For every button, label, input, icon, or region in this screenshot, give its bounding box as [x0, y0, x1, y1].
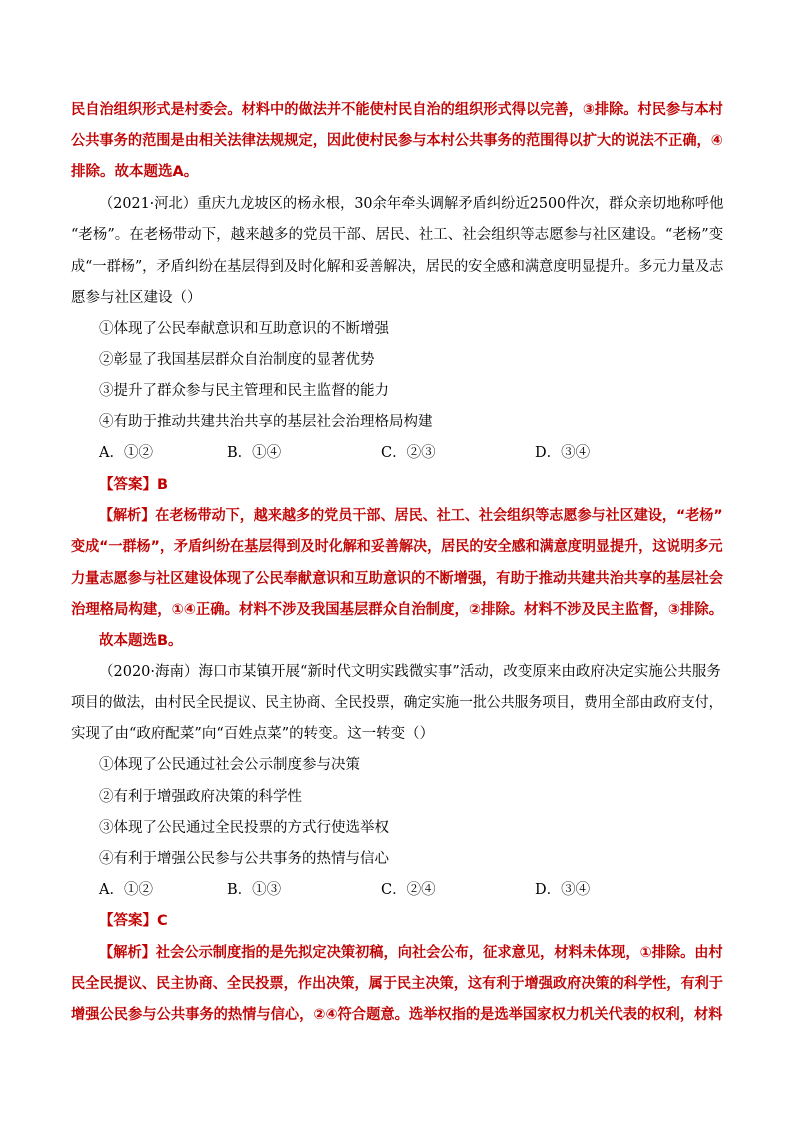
q1-analysis-label: 【解析】: [99, 508, 156, 524]
q2-statement-2: ②有利于增强政府决策的科学性: [99, 789, 302, 805]
q1-statement-1: ①体现了公民奉献意识和互助意识的不断增强: [99, 321, 389, 337]
q2-analysis-label: 【解析】: [99, 945, 156, 961]
q1-statement-2: ②彰显了我国基层群众自治制度的显著优势: [99, 352, 375, 368]
q1-analysis-text-1: 在老杨带动下，越来越多的党员干部、居民、社工、社会组织等志愿参与社区建设，“老杨”: [155, 508, 723, 524]
analysis-tail-line-1: 民自治组织形式是村委会。材料中的做法并不能使村民自治的组织形式得以完善，③排除。村民参与本村: [71, 102, 723, 118]
q2-answer-label: 【答案】: [99, 913, 157, 929]
q1-analysis-line-4: 治理格局构建，①④正确。材料不涉及我国基层群众自治制度，②排除。材料不涉及民主监督，③排除。: [71, 602, 724, 618]
q2-option-a: A．①②: [99, 882, 153, 898]
q1-statement-3: ③提升了群众参与民主管理和民主监督的能力: [99, 383, 389, 399]
q2-stem-line-3: 实现了由“政府配菜”向“百姓点菜”的转变。这一转变（）: [71, 726, 435, 742]
q1-option-d: D．③④: [535, 445, 591, 461]
q1-option-b: B．①④: [227, 445, 282, 461]
q1-answer-value: B: [157, 477, 169, 493]
q2-statement-3: ③体现了公民通过全民投票的方式行使选举权: [99, 820, 389, 836]
q2-option-b: B．①③: [227, 882, 282, 898]
q1-conclusion: 故本题选B。: [99, 633, 183, 649]
q1-stem-line-3: 成“一群杨”，矛盾纠纷在基层得到及时化解和妥善解决，居民的安全感和满意度明显提升。多元力量及志: [71, 259, 724, 275]
q1-analysis-line-1: [99, 504, 723, 528]
q2-analysis-text-1: 社会公示制度指的是先拟定决策初稿，向社会公布，征求意见，材料未体现，①排除。由村: [155, 945, 723, 961]
q1-analysis-line-2: 变成“一群杨”，矛盾纠纷在基层得到及时化解和妥善解决，居民的安全感和满意度明显提升，这说明多元: [71, 539, 723, 555]
q2-analysis-line-3: 增强公民参与公共事务的热情与信心，②④符合题意。选举权指的是选举国家权力机关代表的权利，材料: [71, 1007, 723, 1023]
q2-stem-line-2: 项目的做法，由村民全民提议、民主协商、全民投票，确定实施一批公共服务项目，费用全部由政府支付，: [71, 695, 723, 711]
q1-stem-line-2: “老杨”。在老杨带动下，越来越多的党员干部、居民、社工、社会组织等志愿参与社区建设。“老杨”变: [71, 227, 724, 243]
q1-analysis-line-3: 力量志愿参与社区建设体现了公民奉献意识和互助意识的不断增强，有助于推动共建共治共享的基层社会: [71, 571, 723, 587]
q2-analysis-line-1: [99, 941, 723, 965]
analysis-tail-line-3: 排除。故本题选A。: [71, 164, 199, 180]
q2-stem-line-1: （2020·海南）海口市某镇开展“新时代文明实践微实事”活动，改变原来由政府决定实施公共服务: [99, 664, 721, 680]
q1-option-a: A．①②: [99, 445, 153, 461]
q1-answer-line: [99, 473, 168, 497]
q2-analysis-line-2: 民全民提议、民主协商、全民投票，作出决策，属于民主决策，这有利于增强政府决策的科学性，有利于: [71, 976, 723, 992]
q2-option-d: D．③④: [535, 882, 591, 898]
q1-stem-line-4: 愿参与社区建设（）: [71, 290, 202, 306]
q1-stem-line-1: （2021·河北）重庆九龙坡区的杨永根，30余年牵头调解矛盾纠纷近2500件次，群众亲切地称呼他: [99, 196, 724, 212]
analysis-tail-line-2: 公共事务的范围是由相关法律法规规定，因此使村民参与本村公共事务的范围得以扩大的说法不正确，④: [71, 133, 723, 149]
q1-statement-4: ④有助于推动共建共治共享的基层社会治理格局构建: [99, 414, 433, 430]
q1-answer-label: 【答案】: [99, 477, 157, 493]
q1-option-c: C．②③: [381, 445, 436, 461]
q2-statement-1: ①体现了公民通过社会公示制度参与决策: [99, 757, 360, 773]
q2-statement-4: ④有利于增强公民参与公共事务的热情与信心: [99, 851, 389, 867]
q2-answer-line: [99, 909, 168, 933]
q2-answer-value: C: [157, 913, 168, 929]
q2-option-c: C．②④: [381, 882, 436, 898]
